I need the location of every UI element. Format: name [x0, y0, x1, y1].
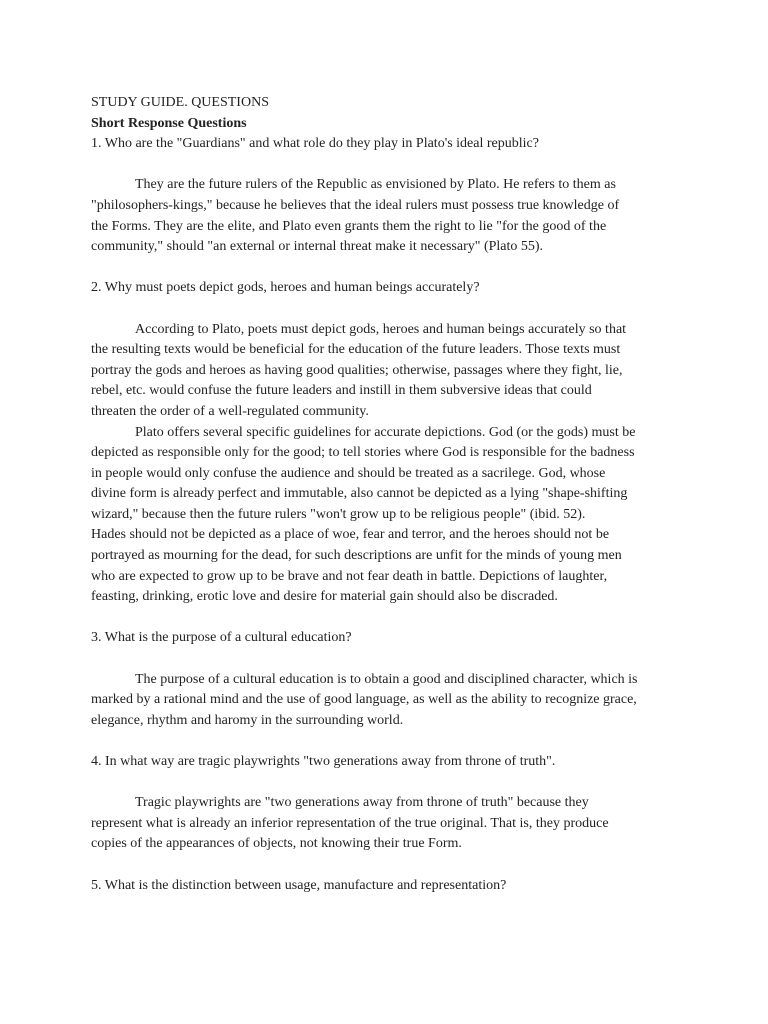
question-1: 1. Who are the "Guardians" and what role do they play in Plato's ideal republic?	[91, 136, 539, 152]
answer-line: rebel, etc. would confuse the future leaders and instill in them subversive ideas that could	[91, 383, 592, 399]
answer-line: Tragic playwrights are "two generations away from throne of truth" because they	[135, 795, 589, 811]
answer-line: the Forms. They are the elite, and Plato even grants them the right to lie "for the good of the	[91, 218, 607, 234]
answer-line: represent what is already an inferior representation of the true original. That is, they produce	[91, 815, 609, 831]
answer-line: threaten the order of a well-regulated community.	[91, 403, 369, 419]
answer-line: marked by a rational mind and the use of good language, as well as the ability to recognize grace,	[91, 692, 637, 708]
answer-line: Hades should not be depicted as a place of woe, fear and terror, and the heroes should not be	[91, 527, 610, 543]
answer-2-paragraph-1	[91, 320, 691, 423]
answer-1	[91, 175, 691, 257]
answer-line: wizard," because then the future rulers "won't grow up to be religious people" (ibid. 52).	[91, 506, 586, 522]
question-3: 3. What is the purpose of a cultural education?	[91, 630, 352, 646]
answer-line: depicted as responsible only for the good; to tell stories where God is responsible for the badness	[91, 445, 635, 461]
spacer	[91, 731, 691, 752]
answer-line: According to Plato, poets must depict gods, heroes and human beings accurately so that	[135, 321, 627, 337]
document-page	[91, 93, 691, 896]
answer-line: portray the gods and heroes as having good qualities; otherwise, passages where they fight, lie,	[91, 362, 623, 378]
answer-line: who are expected to grow up to be brave and not fear death in battle. Depictions of laughter,	[91, 568, 608, 584]
answer-4	[91, 793, 691, 855]
spacer	[91, 608, 691, 629]
question-2: 2. Why must poets depict gods, heroes and human beings accurately?	[91, 280, 480, 296]
section-heading: Short Response Questions	[91, 115, 247, 131]
answer-3	[91, 670, 691, 732]
spacer	[91, 155, 691, 176]
spacer	[91, 258, 691, 279]
spacer	[91, 773, 691, 794]
answer-line: in people would only confuse the audience and should be treated as a sacrilege. God, whose	[91, 465, 606, 481]
answer-line: "philosophers-kings," because he believes that the ideal rulers must possess true knowledge of	[91, 197, 620, 213]
answer-line: elegance, rhythm and haromy in the surrounding world.	[91, 712, 404, 728]
answer-line: They are the future rulers of the Republic as envisioned by Plato. He refers to them as	[135, 177, 616, 193]
answer-line: The purpose of a cultural education is to obtain a good and disciplined character, which is	[135, 671, 638, 687]
question-4: 4. In what way are tragic playwrights "two generations away from throne of truth".	[91, 754, 556, 769]
spacer	[91, 649, 691, 670]
answer-line: community," should "an external or internal threat make it necessary" (Plato 55).	[91, 239, 544, 255]
spacer	[91, 855, 691, 876]
document-title: STUDY GUIDE. QUESTIONS	[91, 95, 269, 110]
answer-line: feasting, drinking, erotic love and desire for material gain should also be discraded.	[91, 589, 558, 605]
question-5: 5. What is the distinction between usage, manufacture and representation?	[91, 877, 507, 893]
answer-line: divine form is already perfect and immutable, also cannot be depicted as a lying "shape-shifting	[91, 486, 628, 502]
answer-line: Plato offers several specific guidelines for accurate depictions. God (or the gods) must be	[135, 424, 636, 440]
answer-line: copies of the appearances of objects, not knowing their true Form.	[91, 836, 462, 852]
answer-line: portrayed as mourning for the dead, for such descriptions are unfit for the minds of young men	[91, 548, 622, 564]
spacer	[91, 299, 691, 320]
answer-2-paragraph-2	[91, 423, 691, 608]
answer-line: the resulting texts would be beneficial for the education of the future leaders. Those texts must	[91, 342, 621, 358]
